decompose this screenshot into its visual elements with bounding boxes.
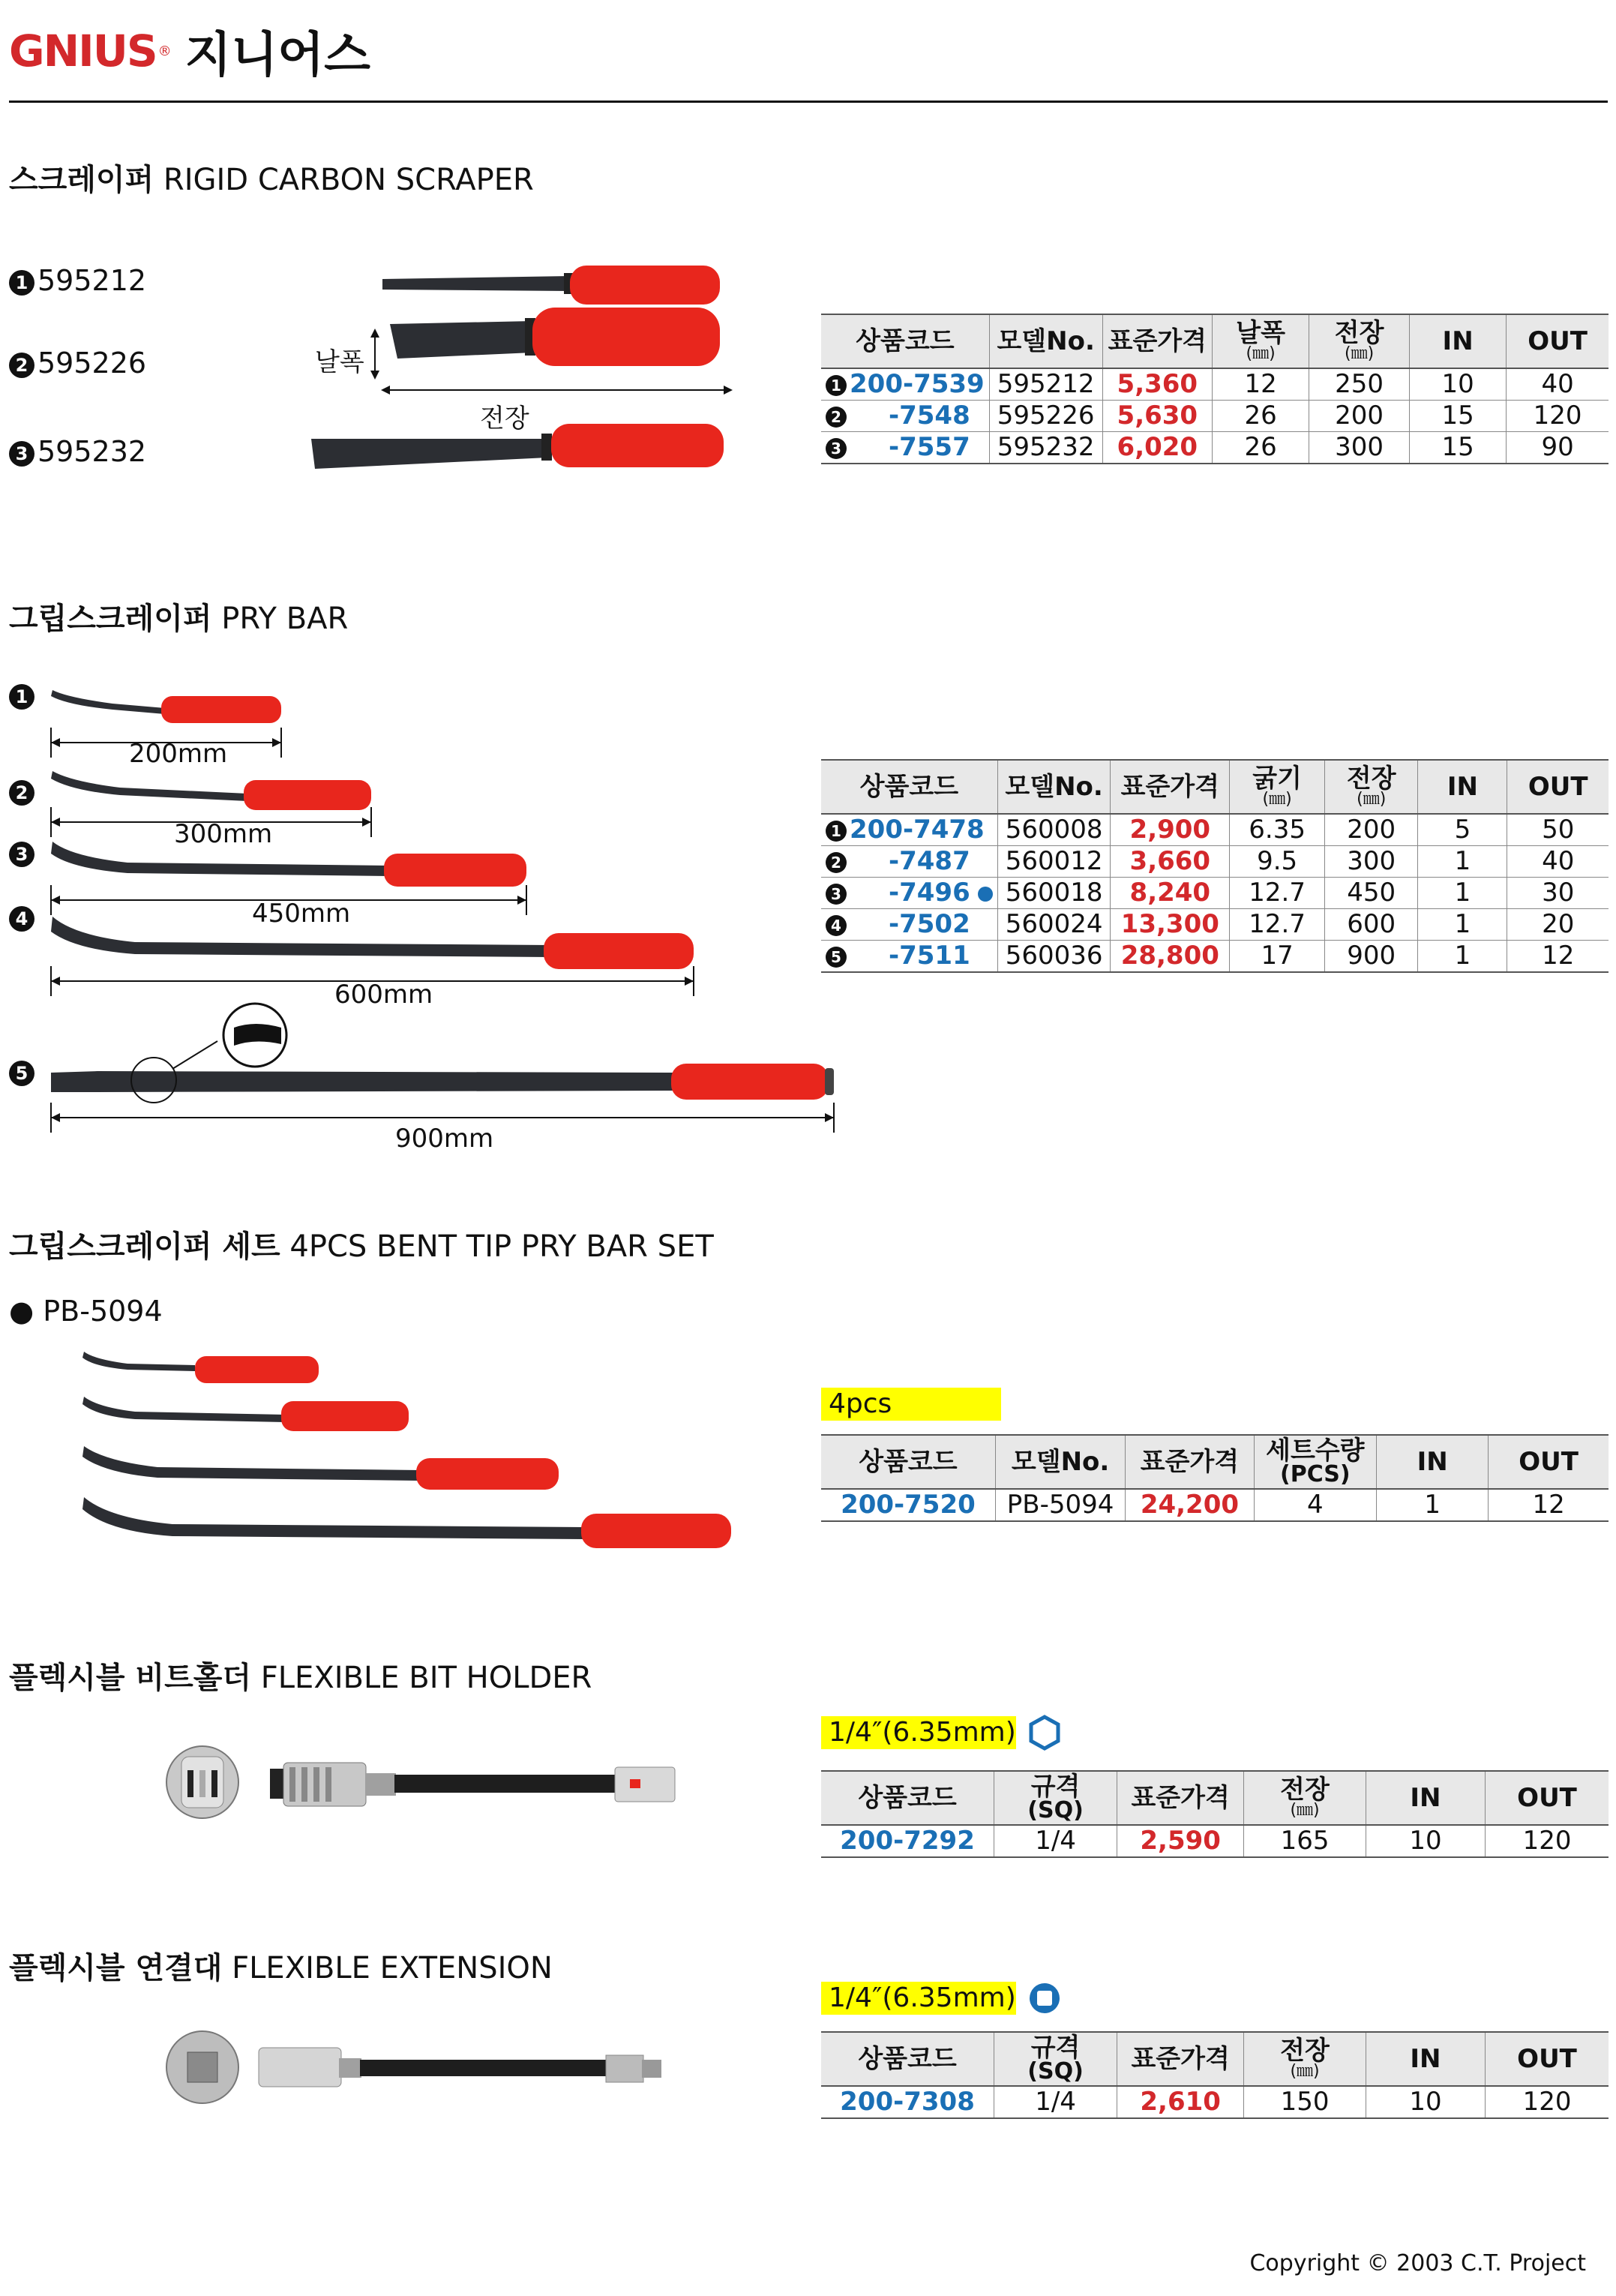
pryset-spec-table: [821, 1434, 1609, 1522]
table-row: 1 200-7478 560008 2,900 6.35 200 5 50: [821, 814, 1609, 846]
table-row: 5 -7511 560036 28,800 17 900 1 12: [821, 941, 1609, 973]
prybar-item-2: 2: [9, 780, 37, 806]
scraper-title-en: RIGID CARBON SCRAPER: [163, 163, 534, 197]
table-header-row: 상품코드 규격 (SQ) 표준가격 전장 (㎜) IN OUT: [821, 1771, 1609, 1825]
bitholder-spec-table: [821, 1770, 1609, 1858]
table-header-row: 상품코드 모델No. 표준가격 날폭 (㎜) 전장 (㎜) IN OUT: [821, 314, 1609, 368]
dim-300mm: 300mm: [174, 819, 273, 849]
dim-600mm: 600mm: [334, 980, 433, 1010]
scraper-illustration: [300, 255, 750, 480]
table-row: 2 -7487 560012 3,660 9.5 300 1 40: [821, 846, 1609, 878]
bitholder-tag-row: [821, 1715, 1063, 1751]
dim-900mm: 900mm: [395, 1124, 494, 1154]
dim-200mm: 200mm: [129, 739, 228, 769]
header-rule: [9, 101, 1608, 103]
square-drive-icon: [1027, 1980, 1063, 2016]
table-row: 1 200-7539 595212 5,360 12 250 10 40: [821, 368, 1609, 401]
extension-section-title: 플렉시블 연결대 FLEXIBLE EXTENSION: [9, 1951, 553, 1985]
scraper-title-ko: 스크레이퍼: [9, 163, 154, 197]
pryset-tag: 4pcs: [821, 1388, 1001, 1421]
prybar-item-3: 3: [9, 842, 37, 867]
table-row: 4 -7502 560024 13,300 12.7 600 1 20: [821, 909, 1609, 941]
table-row: 200-7520 PB-5094 24,200 4 1 12: [821, 1489, 1609, 1521]
scraper-item-3: 3 595232: [9, 435, 146, 468]
hex-socket-icon: [1027, 1715, 1063, 1751]
prybar-item-1: 1: [9, 684, 37, 710]
extension-spec-table: [821, 2031, 1609, 2119]
scraper-item-1: 1 595212: [9, 264, 146, 297]
bitholder-section-title: 플렉시블 비트홀더 FLEXIBLE BIT HOLDER: [9, 1661, 592, 1695]
pryset-illustration: [75, 1343, 750, 1553]
table-row: 200-7292 1/4 2,590 165 10 120: [821, 1825, 1609, 1857]
new-item-dot: [978, 887, 993, 902]
prybar-item-5: 5: [9, 1061, 37, 1086]
prybar-item-4: 4: [9, 906, 37, 932]
prybar-section-title: 그립스크레이퍼 PRY BAR: [9, 602, 349, 636]
table-header-row: 상품코드 모델No. 표준가격 세트수량 (PCS) IN OUT: [821, 1435, 1609, 1489]
copyright-notice: Copyright © 2003 C.T. Project: [1249, 2250, 1586, 2276]
table-header-row: 상품코드 규격 (SQ) 표준가격 전장 (㎜) IN OUT: [821, 2032, 1609, 2086]
scraper-item-2: 2 595226: [9, 347, 146, 380]
table-header-row: 상품코드 모델No. 표준가격 굵기 (㎜) 전장 (㎜) IN OUT: [821, 760, 1609, 814]
extension-tag-row: [821, 1980, 1063, 2016]
prybar-spec-table: [821, 759, 1609, 973]
brand-header: [9, 21, 370, 81]
scraper-spec-table: [821, 314, 1609, 464]
brand-korean-name: 지니어스: [184, 28, 370, 83]
bitholder-tag: 1/4″(6.35mm): [821, 1716, 1016, 1749]
registered-mark: ®: [157, 43, 172, 59]
table-row: 2 -7548 595226 5,630 26 200 15 120: [821, 401, 1609, 432]
scraper-section-title: [9, 156, 534, 199]
pryset-item: ● PB-5094: [9, 1295, 163, 1328]
table-row: 200-7308 1/4 2,610 150 10 120: [821, 2086, 1609, 2118]
extension-illustration: [165, 2025, 705, 2115]
extension-tag: 1/4″(6.35mm): [821, 1982, 1016, 2015]
pryset-section-title: 그립스크레이퍼 세트 4PCS BENT TIP PRY BAR SET: [9, 1229, 714, 1264]
bitholder-illustration: [165, 1740, 735, 1830]
table-row: 3 -7557 595232 6,020 26 300 15 90: [821, 432, 1609, 464]
dim-label-length: 전장: [480, 404, 529, 434]
table-row: 3 -7496 560018 8,240 12.7 450 1 30: [821, 878, 1609, 909]
dim-label-width: 날폭: [315, 347, 364, 377]
dim-450mm: 450mm: [252, 899, 351, 929]
genius-logo: GNIUS: [9, 26, 157, 77]
